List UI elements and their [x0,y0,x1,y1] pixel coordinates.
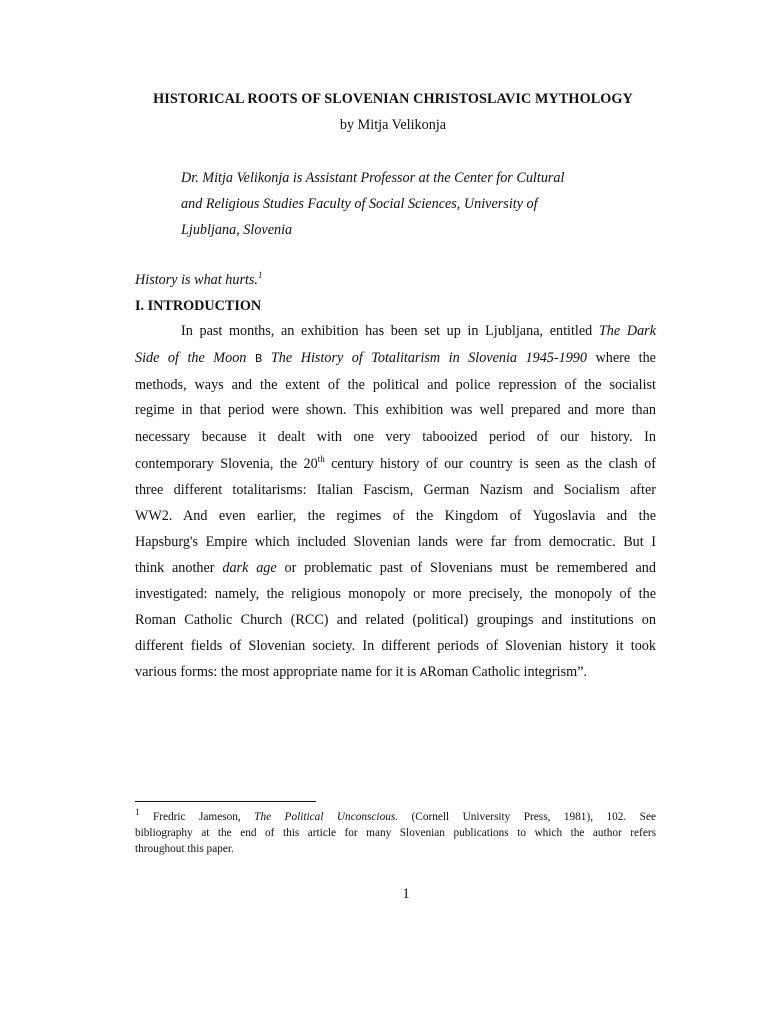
text-run: think another [135,560,223,576]
text-run: contemporary Slovenia, the 20 [135,456,318,472]
epigraph-text: History is what hurts. [135,272,258,288]
paragraph-line [135,348,656,369]
author-byline: by Mitja Velikonja [339,117,447,133]
italic-title-run: The Political Unconscious. [254,811,399,823]
page-number: 1 [402,886,410,902]
quote-glyph: A [419,666,428,679]
italic-title-run: Side of the Moon [135,350,255,366]
section-heading: I. INTRODUCTION [135,298,262,314]
footnote-line: throughout this paper. [135,843,234,855]
paragraph-line: necessary because it dealt with one very tabooized period of our history. In [135,429,656,445]
footnote-line: bibliography at the end of this article for many Slovenian publications to which the author refers [135,827,656,839]
paragraph-line [135,662,656,683]
paragraph-line: Hapsburg's Empire which included Slovenian lands were far from democratic. But I [135,534,656,550]
text-run: Roman Catholic integrism [427,664,578,680]
footnote-number: 1 [135,807,140,817]
epigraph [135,270,262,290]
paragraph-line [135,558,656,578]
text-run: In past months, an exhibition has been set up in Ljubljana, entitled [181,323,599,339]
paragraph-line [181,321,656,341]
affiliation-line: Ljubljana, Slovenia [181,222,293,238]
affiliation-line: and Religious Studies Faculty of Social Sciences, University of [181,196,538,212]
text-run: where the [587,350,656,366]
text-run: century history of our country is seen as the clash of [324,456,656,472]
paragraph-line [135,454,656,474]
footnote-line [135,809,656,825]
text-run: Fredric Jameson, [139,811,255,823]
paragraph-line: investigated: namely, the religious monopoly or more precisely, the monopoly of the [135,586,656,602]
document-title: HISTORICAL ROOTS OF SLOVENIAN CHRISTOSLAVIC MYTHOLOGY [153,91,633,107]
italic-run: dark age [222,560,277,576]
text-run: various forms: the most appropriate name for it is [135,664,420,680]
paragraph-line: three different totalitarisms: Italian Fascism, German Nazism and Socialism after [135,482,656,498]
paragraph-line: different fields of Slovenian society. In different periods of Slovenian history it took [135,638,656,654]
italic-title-run: The Dark [598,323,656,339]
paragraph-line: regime in that period were shown. This exhibition was well prepared and more than [135,402,656,418]
paragraph-line: Roman Catholic Church (RCC) and related (political) groupings and institutions on [135,612,656,628]
text-run: or problematic past of Slovenians must be remembered and [276,560,656,576]
paragraph-line: WW2. And even earlier, the regimes of the Kingdom of Yugoslavia and the [135,508,656,524]
affiliation-line: Dr. Mitja Velikonja is Assistant Professor at the Center for Cultural [181,170,565,186]
text-run: (Cornell University Press, 1981), 102. See [398,811,656,823]
footnote-reference: 1 [257,270,263,280]
text-run: ”. [577,664,588,680]
footnote-divider [135,801,316,802]
superscript: th [317,454,325,464]
italic-title-run: The History of Totalitarism in Slovenia 1945-1990 [262,350,587,366]
paragraph-line: methods, ways and the extent of the political and police repression of the socialist [135,377,656,393]
author-affiliation [181,165,621,243]
dash-glyph: B [254,352,263,365]
footnote [135,809,656,857]
